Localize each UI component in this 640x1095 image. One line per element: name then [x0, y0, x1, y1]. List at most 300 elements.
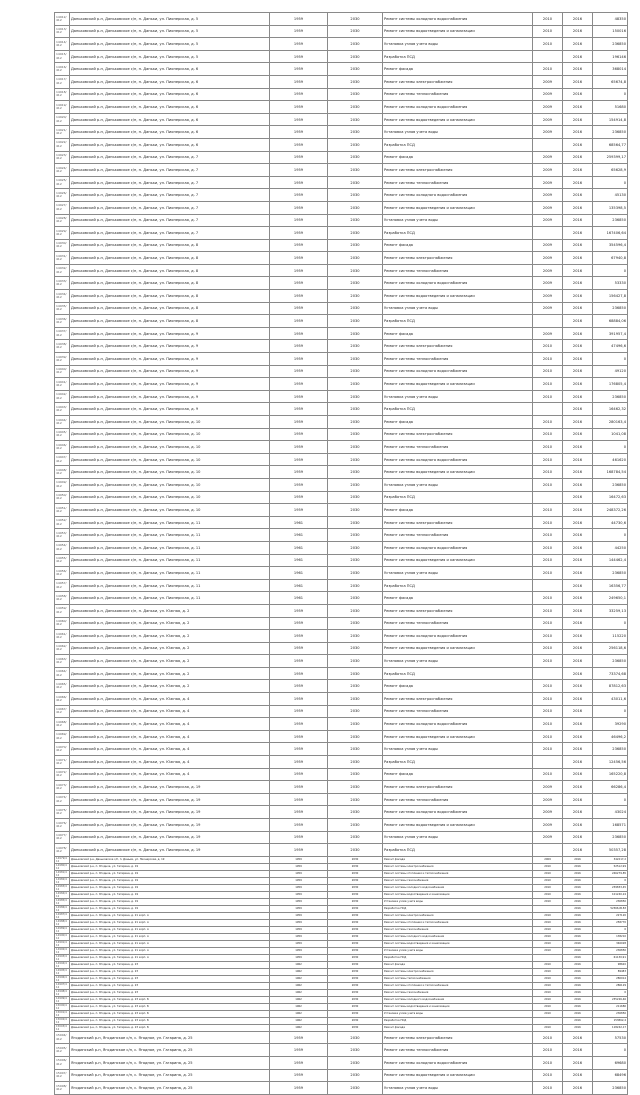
cell-id: 14945/412 — [55, 428, 70, 441]
cell-address: Ягодинский р-н, Ягодинское с/п, с. Ягодное, ул. Гагарина, д. 25 — [70, 1069, 270, 1082]
cell-id: 14973/412 — [55, 781, 70, 794]
cell-year-from: 2010 — [533, 390, 563, 403]
cell-year-plan: 2030 — [328, 863, 383, 870]
cell-address: Даньковский р-н, Даньковское с/п, п. Даньки, ул. Южная, д. 2 — [70, 630, 270, 643]
cell-address: Даньковский р-н, Даньковское с/п, п. Даньки, ул. Пионерская, д. 8 — [70, 302, 270, 315]
cell-sum: 280163,4 — [593, 416, 628, 429]
cell-address: Даньковский р-н, Даньковское с/п, п. Даньки, ул. Южная, д. 4 — [70, 730, 270, 743]
cell-work-type: Ремонт системы электроснабжения — [383, 912, 533, 919]
cell-work-type: Ремонт фасада — [383, 504, 533, 517]
cell-address: Даньковский р-н, п. Ягодное, ул. Гагарина, д. 23 — [70, 975, 270, 982]
cell-year-to: 2016 — [563, 478, 593, 491]
cell-sum: 0 — [593, 441, 628, 454]
cell-address: Даньковский р-н, Даньковское с/п, п. Даньки, ул. Пионерская, д. 8 — [70, 264, 270, 277]
cell-id: 14934/412 — [55, 290, 70, 303]
table-row — [55, 898, 628, 905]
cell-sum: 258770 — [593, 919, 628, 926]
cell-year-built: 1962 — [270, 989, 328, 996]
cell-year-from: 2010 — [533, 38, 563, 51]
cell-year-built: 1962 — [270, 982, 328, 989]
cell-year-to: 2016 — [563, 403, 593, 416]
cell-sum: 153862,4 — [593, 1017, 628, 1024]
cell-year-built: 1959 — [270, 604, 328, 617]
cell-year-built: 1959 — [270, 390, 328, 403]
cell-year-plan: 2030 — [328, 541, 383, 554]
cell-address: Даньковский р-н, Даньковское с/п, п. Даньки, ул. Пионерская, д. 9 — [70, 403, 270, 416]
cell-address: Даньковский р-н, п. Ягодное, ул. Гагарина, д. 19 — [70, 877, 270, 884]
table-row — [55, 327, 628, 340]
cell-sum: 236850 — [593, 302, 628, 315]
cell-work-type: Ремонт системы водоотведения и канализации — [383, 378, 533, 391]
cell-year-from: 2009 — [533, 806, 563, 819]
table-row — [55, 1031, 628, 1044]
cell-year-built: 1959 — [270, 919, 328, 926]
cell-sum: 211680 — [593, 1003, 628, 1010]
cell-year-from: 2010 — [533, 453, 563, 466]
cell-year-from: 2010 — [533, 1031, 563, 1044]
cell-address: Даньковский р-н, п. Ягодное, ул. Гагарина, д. 23 корп. Б — [70, 1003, 270, 1010]
cell-address: Даньковский р-н, Даньковское с/п, п. Даньки, ул. Пионерская, д. 11 — [70, 529, 270, 542]
cell-year-built: 1959 — [270, 693, 328, 706]
cell-year-from — [533, 954, 563, 961]
cell-year-plan: 2030 — [328, 933, 383, 940]
cell-sum: 196146 — [593, 50, 628, 63]
cell-year-from: 2009 — [533, 189, 563, 202]
table-row — [55, 1024, 628, 1031]
cell-year-plan: 2030 — [328, 290, 383, 303]
cell-year-plan: 2030 — [328, 604, 383, 617]
table-row — [55, 940, 628, 947]
cell-address: Ягодинский р-н, Ягодинское с/п, с. Ягодное, ул. Гагарина, д. 25 — [70, 1056, 270, 1069]
cell-address: Даньковский р-н, Даньковское с/п, п. Даньки, ул. Пионерская, д. 10 — [70, 478, 270, 491]
cell-address: Даньковский р-н, п. Ягодное, ул. Гагарина, д. 23 — [70, 982, 270, 989]
cell-work-type: Ремонт фасада — [383, 239, 533, 252]
cell-address: Даньковский р-н, Даньковское с/п, п. Даньки, ул. Южная, д. 4 — [70, 693, 270, 706]
cell-sum: 98620 — [593, 961, 628, 968]
cell-year-plan: 2030 — [328, 756, 383, 769]
cell-year-to: 2016 — [563, 1069, 593, 1082]
cell-year-from: 2009 — [533, 264, 563, 277]
cell-year-from: 2010 — [533, 340, 563, 353]
cell-year-to: 2016 — [563, 667, 593, 680]
cell-sum: 51680 — [593, 101, 628, 114]
cell-id: 14999/412 — [55, 996, 70, 1003]
cell-year-to: 2016 — [563, 891, 593, 898]
table-row — [55, 25, 628, 38]
cell-year-plan: 2030 — [328, 898, 383, 905]
cell-work-type: Ремонт системы электроснабжения — [383, 428, 533, 441]
cell-work-type: Ремонт системы теплоснабжения — [383, 617, 533, 630]
table-row — [55, 884, 628, 891]
cell-sum: 69680 — [593, 1056, 628, 1069]
table-row — [55, 863, 628, 870]
cell-id: 14968/412 — [55, 718, 70, 731]
table-body — [55, 13, 628, 1095]
table-row — [55, 88, 628, 101]
cell-address: Даньковский р-н, Даньковское с/п, п. Даньки, ул. Пионерская, д. 8 — [70, 277, 270, 290]
cell-work-type: Ремонт фасада — [383, 961, 533, 968]
cell-address: Даньковский р-н, Даньковское с/п, п. Даньки, ул. Южная, д. 4 — [70, 768, 270, 781]
cell-year-built: 1959 — [270, 151, 328, 164]
cell-year-plan: 2030 — [328, 491, 383, 504]
cell-year-plan: 2030 — [328, 768, 383, 781]
table-row — [55, 819, 628, 832]
cell-year-plan: 2030 — [328, 954, 383, 961]
cell-sum: 43024 — [593, 806, 628, 819]
table-row — [55, 996, 628, 1003]
cell-address: Даньковский р-н, п. Ягодное, ул. Гагарина, д. 19 — [70, 891, 270, 898]
table-row — [55, 126, 628, 139]
cell-year-built: 1959 — [270, 877, 328, 884]
cell-id: 14966/412 — [55, 693, 70, 706]
table-row — [55, 403, 628, 416]
cell-address: Даньковский р-н, Даньковское с/п, п. Даньки, ул. Пионерская, д. 19 — [70, 806, 270, 819]
table-row — [55, 870, 628, 877]
cell-year-to: 2016 — [563, 252, 593, 265]
cell-year-from: 2010 — [533, 693, 563, 706]
cell-year-built: 1959 — [270, 340, 328, 353]
cell-year-built: 1959 — [270, 730, 328, 743]
cell-sum: 236850 — [593, 655, 628, 668]
cell-year-from: 2010 — [533, 478, 563, 491]
table-row — [55, 968, 628, 975]
cell-id: 14918/412 — [55, 88, 70, 101]
cell-work-type: Ремонт системы электроснабжения — [383, 863, 533, 870]
cell-year-plan: 2030 — [328, 1003, 383, 1010]
cell-year-built: 1959 — [270, 905, 328, 912]
cell-year-from: 2009 — [533, 151, 563, 164]
cell-year-to: 2016 — [563, 989, 593, 996]
cell-work-type: Ремонт системы водоотведения и канализации — [383, 466, 533, 479]
cell-id: 14937/412 — [55, 327, 70, 340]
cell-year-built: 1959 — [270, 1069, 328, 1082]
cell-year-built: 1959 — [270, 940, 328, 947]
cell-sum: 236850 — [593, 743, 628, 756]
cell-sum: 43011,6 — [593, 693, 628, 706]
table-row — [55, 975, 628, 982]
cell-work-type: Ремонт системы отопления и теплоснабжения — [383, 870, 533, 877]
cell-sum: 0 — [593, 88, 628, 101]
cell-year-to: 2016 — [563, 126, 593, 139]
cell-work-type: Ремонт системы водоотведения и канализации — [383, 891, 533, 898]
cell-work-type: Разработка ПСД — [383, 227, 533, 240]
cell-year-from: 2010 — [533, 898, 563, 905]
cell-address: Даньковский р-н, п. Ягодное, ул. Гагарина, д. 19 — [70, 884, 270, 891]
cell-year-to: 2016 — [563, 793, 593, 806]
table-row — [55, 781, 628, 794]
table-row — [55, 982, 628, 989]
cell-year-plan: 2030 — [328, 264, 383, 277]
cell-work-type: Ремонт системы теплоснабжения — [383, 975, 533, 982]
cell-id: 14979/412 — [55, 856, 70, 863]
cell-year-built: 1959 — [270, 743, 328, 756]
cell-year-from: 2010 — [533, 504, 563, 517]
cell-year-from: 2010 — [533, 884, 563, 891]
cell-id: 15001/412 — [55, 1010, 70, 1017]
table-row — [55, 877, 628, 884]
cell-year-plan: 2030 — [328, 655, 383, 668]
cell-year-to: 2016 — [563, 13, 593, 26]
cell-year-built: 1959 — [270, 176, 328, 189]
cell-address: Даньковский р-н, п. Ягодное, ул. Гагарина, д. 23 — [70, 989, 270, 996]
cell-year-plan: 2030 — [328, 554, 383, 567]
cell-year-plan: 2030 — [328, 201, 383, 214]
cell-work-type: Ремонт системы теплоснабжения — [383, 1044, 533, 1057]
cell-year-plan: 2030 — [328, 793, 383, 806]
cell-year-built: 1959 — [270, 189, 328, 202]
cell-work-type: Установка узлов учета воды — [383, 1082, 533, 1095]
cell-address: Даньковский р-н, п. Ягодное, ул. Гагарина, д. 23 корп. Б — [70, 1017, 270, 1024]
cell-address: Даньковский р-н, Даньковское с/п, п. Даньки, ул. Пионерская, д. 10 — [70, 441, 270, 454]
table-row — [55, 491, 628, 504]
cell-year-built: 1959 — [270, 416, 328, 429]
table-row — [55, 793, 628, 806]
cell-year-to: 2016 — [563, 831, 593, 844]
cell-sum: 68496 — [593, 1069, 628, 1082]
table-row — [55, 302, 628, 315]
cell-id: 14943/412 — [55, 403, 70, 416]
cell-year-plan: 2030 — [328, 1044, 383, 1057]
cell-work-type: Ремонт системы холодного водоснабжения — [383, 630, 533, 643]
cell-year-plan: 2030 — [328, 642, 383, 655]
table-row — [55, 340, 628, 353]
cell-work-type: Ремонт фасада — [383, 856, 533, 863]
cell-year-to: 2016 — [563, 1082, 593, 1095]
cell-year-plan: 2030 — [328, 151, 383, 164]
cell-id: 14926/412 — [55, 189, 70, 202]
cell-sum: 44730,6 — [593, 516, 628, 529]
cell-id: 14996/412 — [55, 975, 70, 982]
cell-year-to: 2016 — [563, 604, 593, 617]
table-row — [55, 954, 628, 961]
cell-sum: 0 — [593, 176, 628, 189]
cell-id: 14974/412 — [55, 793, 70, 806]
cell-id: 14953/412 — [55, 529, 70, 542]
cell-year-plan: 2030 — [328, 466, 383, 479]
cell-sum: 44250 — [593, 541, 628, 554]
cell-year-plan: 2030 — [328, 88, 383, 101]
cell-sum: 0 — [593, 793, 628, 806]
cell-year-from: 2009 — [533, 239, 563, 252]
cell-work-type: Ремонт системы электроснабжения — [383, 340, 533, 353]
cell-id: 15008/412 — [55, 1082, 70, 1095]
cell-year-to: 2016 — [563, 541, 593, 554]
cell-address: Даньковский р-н, Даньковское с/п, п. Даньки, ул. Пионерская, д. 10 — [70, 491, 270, 504]
cell-address: Даньковский р-н, Даньковское с/п, п. Даньки, ул. Пионерская, д. 6 — [70, 101, 270, 114]
table-row — [55, 441, 628, 454]
cell-sum: 150016 — [593, 25, 628, 38]
cell-address: Ягодинский р-н, Ягодинское с/п, с. Ягодное, ул. Гагарина, д. 25 — [70, 1044, 270, 1057]
cell-year-to: 2016 — [563, 781, 593, 794]
cell-year-plan: 2030 — [328, 302, 383, 315]
cell-address: Даньковский р-н, п. Ягодное, ул. Гагарина, д. 23 — [70, 968, 270, 975]
cell-address: Даньковский р-н, Даньковское с/п, п. Даньки, ул. Пионерская, д. 10 — [70, 453, 270, 466]
cell-sum: 168784,54 — [593, 466, 628, 479]
cell-sum: 66286,4 — [593, 781, 628, 794]
cell-id: 14983/412 — [55, 884, 70, 891]
cell-id: 14916/412 — [55, 63, 70, 76]
cell-sum: 45130 — [593, 189, 628, 202]
cell-id: 15003/412 — [55, 1024, 70, 1031]
cell-year-from: 2010 — [533, 863, 563, 870]
cell-year-plan: 2030 — [328, 730, 383, 743]
table-row — [55, 390, 628, 403]
cell-sum: 168571 — [593, 819, 628, 832]
cell-address: Даньковский р-н, Даньковское с/п, п. Даньки, ул. Пионерская, д. 7 — [70, 189, 270, 202]
cell-year-from: 2010 — [533, 617, 563, 630]
table-row — [55, 50, 628, 63]
cell-year-to: 2016 — [563, 630, 593, 643]
cell-year-to: 2016 — [563, 189, 593, 202]
cell-year-built: 1959 — [270, 353, 328, 366]
cell-address: Даньковский р-н, Даньковское с/п, п. Даньки, ул. Пионерская, д. 11 — [70, 554, 270, 567]
cell-id: 14928/412 — [55, 214, 70, 227]
cell-year-from: 2010 — [533, 441, 563, 454]
cell-sum: 65628,9 — [593, 164, 628, 177]
cell-work-type: Ремонт фасада — [383, 680, 533, 693]
cell-year-from: 2010 — [533, 968, 563, 975]
cell-year-built: 1959 — [270, 277, 328, 290]
cell-year-to: 2016 — [563, 863, 593, 870]
cell-year-plan: 2030 — [328, 1031, 383, 1044]
cell-year-to: 2016 — [563, 25, 593, 38]
table-row — [55, 428, 628, 441]
cell-address: Даньковский р-н, Даньковское с/п, п. Даньки, ул. Пионерская, д. 5 — [70, 13, 270, 26]
cell-year-built: 1959 — [270, 1044, 328, 1057]
cell-year-from: 2009 — [533, 164, 563, 177]
cell-year-built: 1959 — [270, 781, 328, 794]
cell-year-plan: 2030 — [328, 1017, 383, 1024]
cell-work-type: Установка узлов учета воды — [383, 214, 533, 227]
cell-year-to: 2016 — [563, 961, 593, 968]
cell-year-from: 2009 — [533, 327, 563, 340]
cell-year-to: 2016 — [563, 926, 593, 933]
cell-year-from — [533, 227, 563, 240]
cell-year-to: 2016 — [563, 933, 593, 940]
table-row — [55, 989, 628, 996]
cell-year-built: 1961 — [270, 567, 328, 580]
cell-year-from: 2010 — [533, 891, 563, 898]
cell-sum: 118242,17 — [593, 1024, 628, 1031]
cell-sum: 0 — [593, 264, 628, 277]
cell-year-to: 2016 — [563, 693, 593, 706]
table-row — [55, 655, 628, 668]
cell-year-built: 1959 — [270, 680, 328, 693]
cell-year-built: 1959 — [270, 504, 328, 517]
cell-id: 14919/412 — [55, 101, 70, 114]
cell-year-to: 2016 — [563, 919, 593, 926]
cell-sum: 227120 — [593, 912, 628, 919]
cell-address: Даньковский р-н, Даньковское с/п, п. Даньки, ул. Южная, д. 2 — [70, 680, 270, 693]
cell-work-type: Ремонт системы теплоснабжения — [383, 529, 533, 542]
cell-year-plan: 2030 — [328, 1069, 383, 1082]
table-row — [55, 693, 628, 706]
cell-year-from — [533, 50, 563, 63]
cell-year-built: 1959 — [270, 201, 328, 214]
cell-year-from: 2010 — [533, 989, 563, 996]
table-row — [55, 554, 628, 567]
cell-year-from — [533, 905, 563, 912]
cell-address: Даньковский р-н, Даньковское с/п, п. Даньки, ул. Пионерская, д. 7 — [70, 201, 270, 214]
table-row — [55, 630, 628, 643]
cell-year-plan: 2030 — [328, 25, 383, 38]
cell-id: 14946/412 — [55, 441, 70, 454]
cell-sum: 68564,77 — [593, 138, 628, 151]
cell-year-to: 2016 — [563, 1056, 593, 1069]
table-row — [55, 189, 628, 202]
cell-sum: 65674,8 — [593, 75, 628, 88]
cell-year-plan: 2030 — [328, 968, 383, 975]
cell-year-plan: 2030 — [328, 667, 383, 680]
cell-year-built: 1962 — [270, 1024, 328, 1031]
cell-year-plan: 2030 — [328, 961, 383, 968]
cell-id: 14961/412 — [55, 630, 70, 643]
cell-year-built: 1959 — [270, 884, 328, 891]
cell-year-from: 2010 — [533, 567, 563, 580]
cell-work-type: Установка узлов учета воды — [383, 478, 533, 491]
cell-sum: 135398,5 — [593, 201, 628, 214]
cell-id: 14914/412 — [55, 38, 70, 51]
cell-year-to: 2016 — [563, 819, 593, 832]
cell-address: Даньковский р-н, Даньковское с/п, п. Даньки, ул. Пионерская, д. 10 — [70, 428, 270, 441]
cell-address: Даньковский р-н, п. Ягодное, ул. Гагарина, д. 21 корп. А — [70, 919, 270, 926]
cell-work-type: Ремонт системы холодного водоснабжения — [383, 996, 533, 1003]
cell-id: 14991/412 — [55, 940, 70, 947]
cell-year-built: 1959 — [270, 453, 328, 466]
document-page — [54, 12, 627, 1091]
cell-address: Даньковский р-н, Даньковское с/п, п. Даньки, ул. Пионерская, д. 11 — [70, 516, 270, 529]
cell-address: Даньковский р-н, п. Ягодное, ул. Гагарина, д. 19 — [70, 898, 270, 905]
cell-year-to: 2016 — [563, 201, 593, 214]
cell-work-type: Разработка ПСД — [383, 844, 533, 857]
cell-year-plan: 2030 — [328, 919, 383, 926]
cell-year-to: 2016 — [563, 592, 593, 605]
cell-sum: 52366,8183 — [593, 905, 628, 912]
cell-year-from: 2009 — [533, 277, 563, 290]
cell-year-built: 1959 — [270, 933, 328, 940]
cell-work-type: Ремонт системы газоснабжения — [383, 877, 533, 884]
cell-address: Даньковский р-н, Даньковское с/п, п. Даньки, ул. Пионерская, д. 10 — [70, 504, 270, 517]
cell-work-type: Ремонт системы водоотведения и канализации — [383, 642, 533, 655]
cell-year-from: 2010 — [533, 718, 563, 731]
cell-sum: 236850 — [593, 1010, 628, 1017]
cell-sum: 68884,06 — [593, 315, 628, 328]
cell-year-to: 2016 — [563, 441, 593, 454]
cell-year-plan: 2030 — [328, 1056, 383, 1069]
cell-year-built: 1961 — [270, 592, 328, 605]
cell-year-to: 2016 — [563, 680, 593, 693]
cell-year-plan: 2030 — [328, 567, 383, 580]
table-row — [55, 891, 628, 898]
cell-year-plan: 2030 — [328, 365, 383, 378]
cell-work-type: Установка узлов учета воды — [383, 1010, 533, 1017]
cell-sum: 67940,8 — [593, 252, 628, 265]
cell-year-built: 1959 — [270, 891, 328, 898]
cell-year-to: 2016 — [563, 529, 593, 542]
cell-year-to: 2016 — [563, 164, 593, 177]
cell-year-plan: 2030 — [328, 989, 383, 996]
cell-id: 14977/412 — [55, 831, 70, 844]
cell-year-plan: 2030 — [328, 403, 383, 416]
cell-work-type: Ремонт системы холодного водоснабжения — [383, 101, 533, 114]
cell-sum: 49120 — [593, 365, 628, 378]
cell-id: 14952/412 — [55, 516, 70, 529]
cell-year-built: 1959 — [270, 227, 328, 240]
cell-year-from: 2009 — [533, 793, 563, 806]
cell-id: 14994/412 — [55, 961, 70, 968]
cell-year-built: 1959 — [270, 315, 328, 328]
cell-year-to: 2016 — [563, 982, 593, 989]
